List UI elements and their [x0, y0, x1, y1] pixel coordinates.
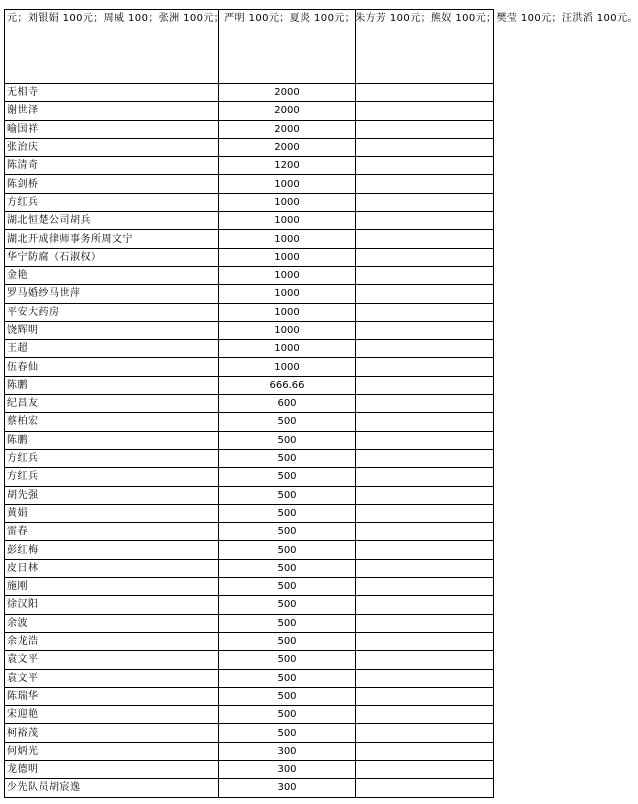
donation-amount-cell: 666.66 — [219, 376, 356, 394]
donation-amount-cell: 1000 — [219, 358, 356, 376]
blank-cell — [356, 614, 494, 632]
blank-cell — [356, 120, 494, 138]
donor-name-cell: 黄娟 — [5, 504, 219, 522]
table-row — [5, 120, 494, 138]
donor-name-cell: 少先队员胡宸逸 — [5, 779, 219, 797]
table-row — [5, 632, 494, 650]
donation-amount-cell: 500 — [219, 468, 356, 486]
blank-cell — [356, 175, 494, 193]
table-row — [5, 431, 494, 449]
donation-amount-cell: 1000 — [219, 266, 356, 284]
donation-amount-cell: 500 — [219, 724, 356, 742]
table-row — [5, 303, 494, 321]
donation-amount-cell: 300 — [219, 779, 356, 797]
table-row — [5, 596, 494, 614]
donation-amount-cell: 1000 — [219, 212, 356, 230]
blank-cell — [356, 230, 494, 248]
donor-name-cell: 余龙浩 — [5, 632, 219, 650]
blank-cell — [356, 779, 494, 797]
table-row — [5, 248, 494, 266]
donor-name-cell: 罗马婚纱马世萍 — [5, 285, 219, 303]
donation-amount-cell: 500 — [219, 559, 356, 577]
table-row — [5, 523, 494, 541]
table-row — [5, 541, 494, 559]
table-row — [5, 193, 494, 211]
note-row — [5, 10, 494, 84]
table-row — [5, 687, 494, 705]
donor-name-cell: 张治庆 — [5, 138, 219, 156]
blank-cell — [356, 449, 494, 467]
donor-name-cell: 华宁防腐（石淑权） — [5, 248, 219, 266]
blank-cell — [356, 596, 494, 614]
donation-amount-cell: 2000 — [219, 102, 356, 120]
donor-name-cell: 纪昌友 — [5, 395, 219, 413]
blank-cell — [356, 504, 494, 522]
donation-amount-cell: 500 — [219, 413, 356, 431]
donation-amount-cell: 500 — [219, 632, 356, 650]
blank-cell — [356, 578, 494, 596]
donor-name-cell: 湖北恒楚公司胡兵 — [5, 212, 219, 230]
table-row — [5, 559, 494, 577]
donation-amount-cell: 500 — [219, 449, 356, 467]
blank-cell — [356, 687, 494, 705]
table-row — [5, 779, 494, 797]
donation-amount-cell: 500 — [219, 504, 356, 522]
table-row — [5, 212, 494, 230]
donor-name-cell: 陈瑞华 — [5, 687, 219, 705]
donor-name-cell: 喻国祥 — [5, 120, 219, 138]
blank-cell — [356, 376, 494, 394]
donor-name-cell: 雷春 — [5, 523, 219, 541]
table-row — [5, 486, 494, 504]
blank-cell — [356, 486, 494, 504]
donor-name-cell: 皮日林 — [5, 559, 219, 577]
donation-amount-cell: 1000 — [219, 230, 356, 248]
donor-name-cell: 蔡柏宏 — [5, 413, 219, 431]
blank-cell — [356, 193, 494, 211]
table-row — [5, 285, 494, 303]
donor-name-cell: 陈剑桥 — [5, 175, 219, 193]
donation-amount-cell: 500 — [219, 596, 356, 614]
table-row — [5, 376, 494, 394]
donor-name-cell: 饶辉明 — [5, 321, 219, 339]
blank-cell — [356, 742, 494, 760]
blank-cell — [356, 358, 494, 376]
blank-cell — [356, 541, 494, 559]
donation-amount-cell: 1000 — [219, 321, 356, 339]
blank-cell — [356, 724, 494, 742]
table-row — [5, 651, 494, 669]
donor-name-cell: 陈鹏 — [5, 376, 219, 394]
donor-name-cell: 彭红梅 — [5, 541, 219, 559]
donor-name-cell: 金艳 — [5, 266, 219, 284]
blank-cell — [356, 431, 494, 449]
donor-name-cell: 宋迎艳 — [5, 706, 219, 724]
blank-cell — [356, 340, 494, 358]
donation-amount-cell: 500 — [219, 541, 356, 559]
donation-amount-cell: 500 — [219, 614, 356, 632]
blank-cell — [356, 651, 494, 669]
blank-cell — [356, 523, 494, 541]
donor-name-cell: 平安大药房 — [5, 303, 219, 321]
donation-amount-cell: 1000 — [219, 285, 356, 303]
donor-name-cell: 余波 — [5, 614, 219, 632]
donor-name-cell: 施刚 — [5, 578, 219, 596]
donor-name-cell: 方红兵 — [5, 449, 219, 467]
donor-name-cell: 无相寺 — [5, 84, 219, 102]
blank-cell — [356, 760, 494, 778]
donation-amount-cell: 2000 — [219, 120, 356, 138]
table-row — [5, 413, 494, 431]
donation-amount-cell: 1000 — [219, 193, 356, 211]
table-row — [5, 358, 494, 376]
donor-name-cell: 方红兵 — [5, 193, 219, 211]
table-row — [5, 578, 494, 596]
donation-amount-cell: 600 — [219, 395, 356, 413]
donation-amount-cell: 1000 — [219, 248, 356, 266]
donor-name-cell: 何炳光 — [5, 742, 219, 760]
donation-amount-cell: 2000 — [219, 84, 356, 102]
donation-amount-cell: 500 — [219, 486, 356, 504]
blank-cell — [356, 669, 494, 687]
donor-name-cell: 袁文平 — [5, 651, 219, 669]
table-row — [5, 706, 494, 724]
blank-cell — [356, 248, 494, 266]
blank-cell — [356, 157, 494, 175]
table-row — [5, 724, 494, 742]
table-row — [5, 760, 494, 778]
table-row — [5, 84, 494, 102]
blank-cell — [356, 303, 494, 321]
blank-cell — [356, 321, 494, 339]
donor-name-cell: 胡先强 — [5, 486, 219, 504]
blank-cell — [356, 632, 494, 650]
note-cell: 元；刘银娟 100元；周威 100；张洲 100元；严明 100元；夏炎 100元；朱方芳 100元；熊奴 100元；樊莹 100元；汪洪滔 100元。 — [5, 10, 219, 84]
table-row — [5, 138, 494, 156]
table-row — [5, 504, 494, 522]
blank-cell — [356, 706, 494, 724]
donation-amount-cell: 500 — [219, 431, 356, 449]
donor-name-cell: 方红兵 — [5, 468, 219, 486]
blank-cell — [356, 84, 494, 102]
donor-name-cell: 袁文平 — [5, 669, 219, 687]
blank-cell — [356, 212, 494, 230]
table-row — [5, 102, 494, 120]
table-row — [5, 468, 494, 486]
donation-amount-cell: 500 — [219, 669, 356, 687]
blank-cell — [356, 559, 494, 577]
blank-cell — [356, 102, 494, 120]
blank-cell — [356, 395, 494, 413]
table-row — [5, 321, 494, 339]
blank-cell — [356, 413, 494, 431]
donation-amount-cell: 500 — [219, 706, 356, 724]
donor-name-cell: 柯裕茂 — [5, 724, 219, 742]
donor-name-cell: 龙德明 — [5, 760, 219, 778]
table-row — [5, 157, 494, 175]
donor-name-cell: 陈鹏 — [5, 431, 219, 449]
donation-amount-cell: 1000 — [219, 175, 356, 193]
table-row — [5, 175, 494, 193]
blank-cell — [356, 266, 494, 284]
donor-name-cell: 谢世泽 — [5, 102, 219, 120]
donation-amount-cell: 300 — [219, 760, 356, 778]
donation-amount-cell: 2000 — [219, 138, 356, 156]
table-row — [5, 742, 494, 760]
donation-table-body — [5, 10, 638, 798]
blank-cell — [356, 285, 494, 303]
donation-amount-cell: 500 — [219, 651, 356, 669]
blank-cell — [356, 138, 494, 156]
donation-amount-cell: 1200 — [219, 157, 356, 175]
table-row — [5, 230, 494, 248]
donation-amount-cell: 500 — [219, 523, 356, 541]
donor-name-cell: 伍春仙 — [5, 358, 219, 376]
table-row — [5, 449, 494, 467]
donation-amount-cell: 1000 — [219, 303, 356, 321]
donation-amount-cell: 500 — [219, 687, 356, 705]
donor-name-cell: 徐汉阳 — [5, 596, 219, 614]
table-row — [5, 340, 494, 358]
donation-amount-cell: 300 — [219, 742, 356, 760]
table-row — [5, 266, 494, 284]
donation-amount-cell: 500 — [219, 578, 356, 596]
donor-name-cell: 王超 — [5, 340, 219, 358]
donation-table — [4, 9, 638, 798]
blank-cell — [356, 468, 494, 486]
table-row — [5, 614, 494, 632]
table-row — [5, 395, 494, 413]
donor-name-cell: 湖北开成律师事务所周文宁 — [5, 230, 219, 248]
donation-amount-cell: 1000 — [219, 340, 356, 358]
table-row — [5, 669, 494, 687]
donor-name-cell: 陈清奇 — [5, 157, 219, 175]
